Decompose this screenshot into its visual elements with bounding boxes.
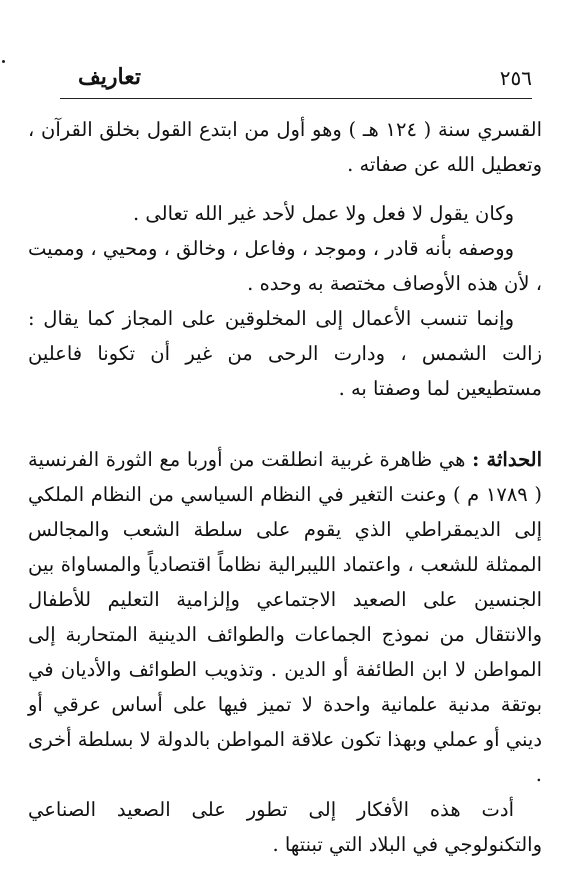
definition-term: الحداثة :: [472, 448, 543, 471]
paragraph-text: هي ظاهرة غربية انطلقت من أوربا مع الثورة الفرنسية ( ١٧٨٩ م ) وعنت التغير في النظام السياسي من النظام الملكي إلى الديمقراطي الذي يقوم على سلطة الشعب والمجالس الممثلة للشعب ، واعتماد الليبرالية نظاماً اقتصادياً والمساواة بين الجنسين على الصعيد الاجتماعي وإلزامية التعليم للأطفال والانتقال من نموذج الجماعات والطوائف الدينية المتحاربة إلى المواطن لا ابن الطائفة أو الدين . وتذويب الطوائف والأديان في بوتقة مدنية علمانية واحدة لا تميز فيها على أساس عرقي أو ديني أو عملي وبهذا تكون علاقة المواطن بالدولة لا بسلطة أخرى .: [28, 448, 543, 786]
paragraph: [28, 196, 542, 231]
page-header: [60, 62, 532, 99]
paragraph: [28, 301, 542, 406]
definition-paragraph: [28, 442, 542, 792]
paragraph: [28, 792, 542, 862]
paragraph-text: ووصفه بأنه قادر ، وموجد ، وفاعل ، وخالق ، ومحيي ، ومميت ، لأن هذه الأوصاف مختصة به وحده .: [28, 237, 542, 295]
paragraph-text: أدت هذه الأفكار إلى تطور على الصعيد الصناعي والتكنولوجي في البلاد التي تبنتها .: [28, 798, 542, 856]
margin-mark: [2, 60, 5, 63]
running-title: تعاريف: [78, 64, 141, 90]
paragraph-text: وكان يقول لا فعل ولا عمل لأحد غير الله تعالى .: [132, 202, 514, 225]
paragraph-text: وإنما تنسب الأعمال إلى المخلوقين على المجاز كما يقال : زالت الشمس ، ودارت الرحى من غير أن تكونا فاعلين مستطيعين لما وصفتا به .: [28, 307, 542, 400]
body-text: [28, 112, 542, 862]
page-number: ٢٥٦: [499, 66, 532, 90]
paragraph: [28, 112, 542, 182]
paragraph-text: القسري سنة ( ١٢٤ هـ ) وهو أول من ابتدع القول بخلق القرآن ، وتعطيل الله عن صفاته .: [28, 118, 542, 176]
paragraph: [28, 231, 542, 301]
